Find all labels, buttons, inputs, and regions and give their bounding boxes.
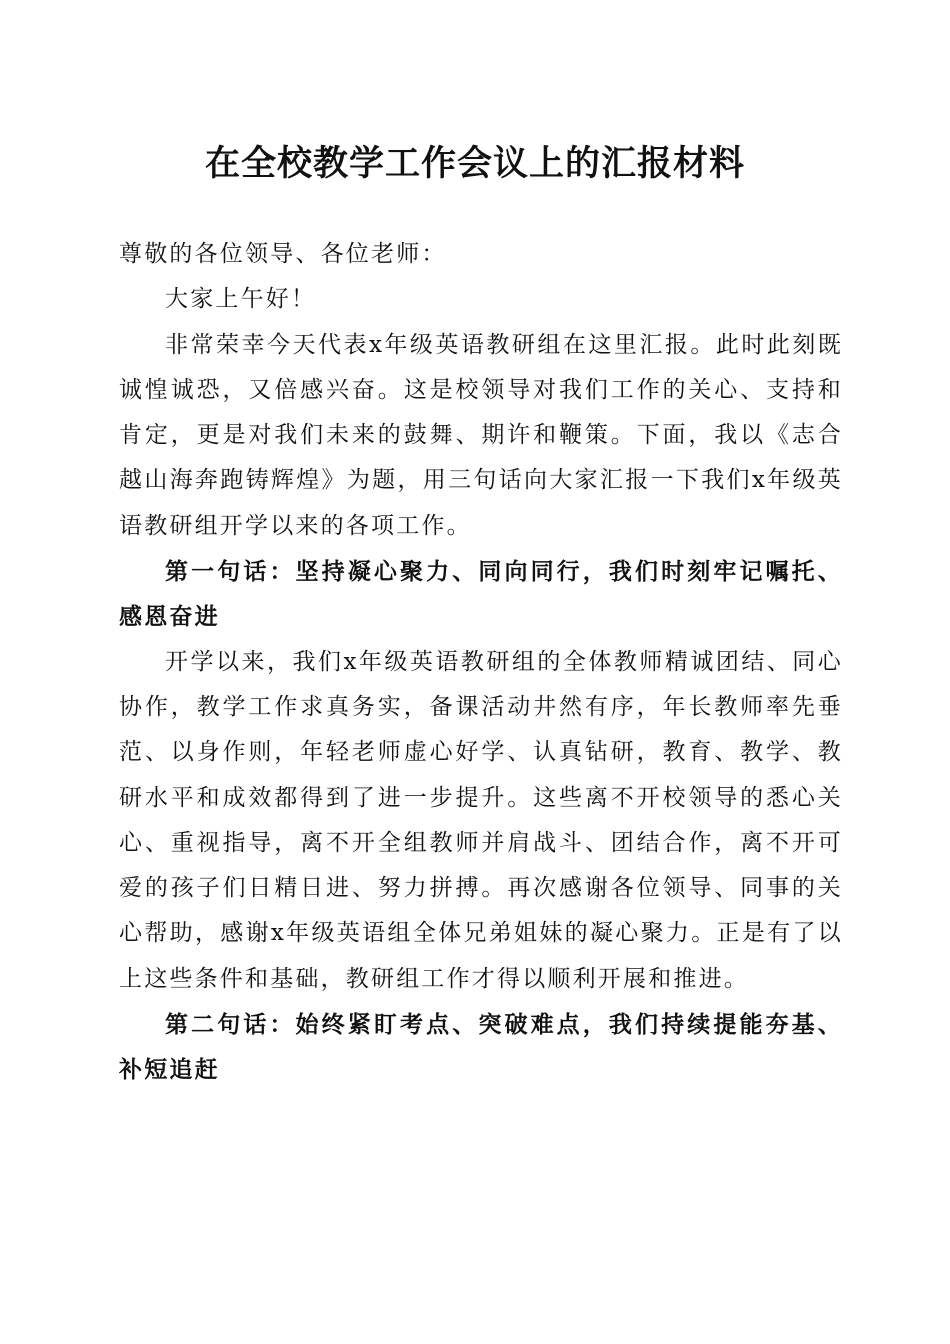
section2-heading: 第二句话：始终紧盯考点、突破难点，我们持续提能夯基、补短追赶 xyxy=(119,1011,843,1084)
section1-heading: 第一句话：坚持凝心聚力、同向同行，我们时刻牢记嘱托、感恩奋进 xyxy=(119,558,843,631)
document-body xyxy=(119,232,843,1093)
intro-paragraph: 非常荣幸今天代表x年级英语教研组在这里汇报。此时此刻既诚惶诚恐，又倍感兴奋。这是校领导对我们工作的关心、支持和肯定，更是对我们未来的鼓舞、期许和鞭策。下面，我以《志合越山海奔跑铸辉煌》为题，用三句话向大家汇报一下我们x年级英语教研组开学以来的各项工作。 xyxy=(119,331,843,539)
greeting: 大家上午好！ xyxy=(165,286,317,313)
section1-paragraph: 开学以来，我们x年级英语教研组的全体教师精诚团结、同心协作，教学工作求真务实，备课活动井然有序，年长教师率先垂范、以身作则，年轻老师虚心好学、认真钻研，教育、教学、教研水平和成效都得到了进一步提升。这些离不开校领导的悉心关心、重视指导，离不开全组教师并肩战斗、团结合作，离不开可爱的孩子们日精日进、努力拼搏。再次感谢各位领导、同事的关心帮助，感谢x年级英语组全体兄弟姐妹的凝心聚力。正是有了以上这些条件和基础，教研组工作才得以顺利开展和推进。 xyxy=(119,648,843,992)
document-title: 在全校教学工作会议上的汇报材料 xyxy=(204,143,745,184)
salutation: 尊敬的各位领导、各位老师： xyxy=(119,241,447,267)
